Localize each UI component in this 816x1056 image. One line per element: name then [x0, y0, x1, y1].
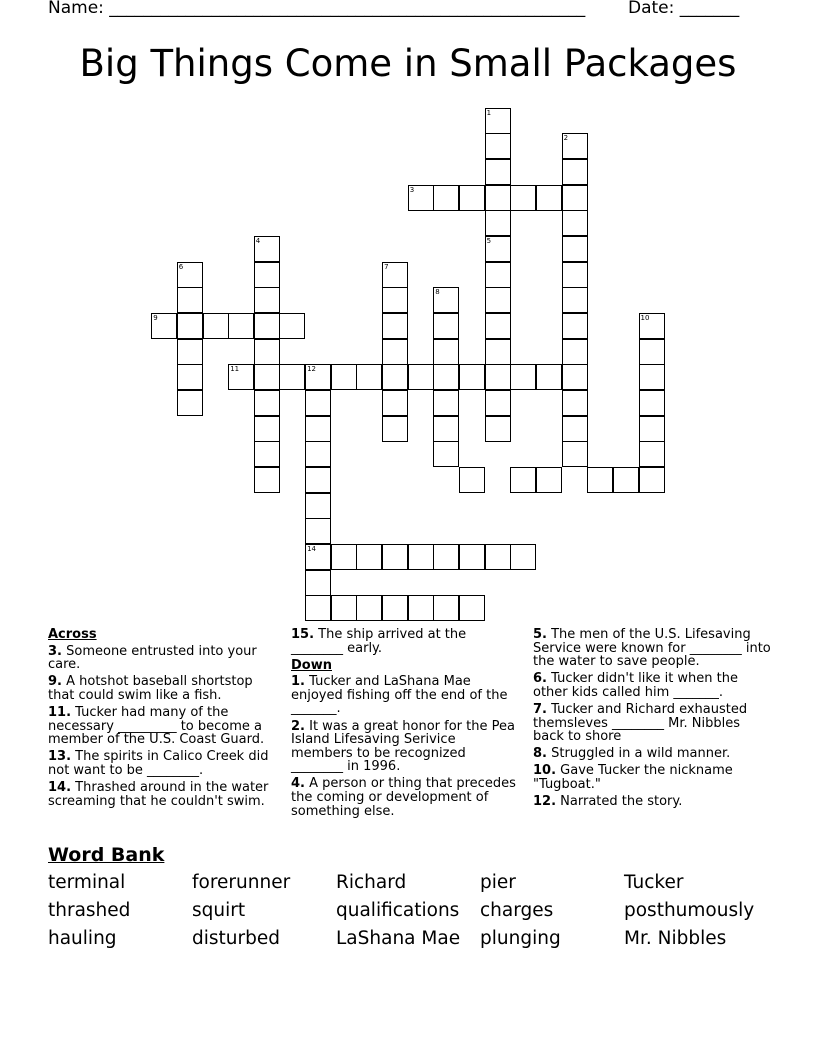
clue-across-11 [48, 706, 276, 747]
word-bank-item: LaShana Mae [336, 928, 461, 949]
crossword-cell[interactable] [408, 595, 434, 621]
crossword-cell[interactable] [510, 185, 536, 211]
word-bank-item: Richard [336, 872, 407, 893]
crossword-cell[interactable] [408, 185, 434, 211]
crossword-cell[interactable] [562, 416, 588, 442]
across-heading: Across [48, 627, 97, 642]
name-field-label: Name: ________________________________________________________ [48, 0, 586, 18]
clue-down-2 [291, 720, 519, 774]
crossword-cell[interactable] [408, 544, 434, 570]
clue-number-label: 4 [255, 237, 261, 245]
clues-column-3 [533, 628, 773, 812]
crossword-cell[interactable] [485, 185, 511, 211]
crossword-cell[interactable] [305, 518, 331, 544]
clue-down-1 [291, 675, 519, 716]
word-bank-item: disturbed [192, 928, 280, 949]
crossword-cell[interactable] [485, 544, 511, 570]
crossword-cell[interactable] [639, 339, 665, 365]
clue-down-10 [533, 764, 773, 791]
clue-number: 8. [533, 746, 547, 762]
crossword-cell[interactable] [459, 544, 485, 570]
crossword-cell[interactable] [562, 185, 588, 211]
crossword-cell[interactable] [177, 313, 203, 339]
date-field-label: Date: _______ [628, 0, 740, 18]
clue-across-14 [48, 781, 276, 808]
word-bank-item: pier [480, 872, 516, 893]
crossword-cell[interactable] [639, 313, 665, 339]
crossword-cell[interactable] [254, 441, 280, 467]
clue-number-label: 5 [486, 237, 492, 245]
clue-text: Narrated the story. [556, 794, 683, 810]
clue-across-15 [291, 628, 519, 655]
clue-text: Gave Tucker the nickname "Tugboat." [533, 763, 733, 792]
crossword-cell[interactable] [177, 262, 203, 288]
crossword-cell[interactable] [485, 416, 511, 442]
crossword-cell[interactable] [331, 595, 357, 621]
crossword-cell[interactable] [382, 416, 408, 442]
crossword-cell[interactable] [562, 287, 588, 313]
crossword-cell[interactable] [203, 313, 229, 339]
crossword-cell[interactable] [305, 493, 331, 519]
crossword-cell[interactable] [485, 236, 511, 262]
clue-down-4 [291, 777, 519, 818]
crossword-cell[interactable] [254, 416, 280, 442]
crossword-cell[interactable] [562, 364, 588, 390]
crossword-cell[interactable] [433, 185, 459, 211]
clue-across-13 [48, 750, 276, 777]
crossword-cell[interactable] [177, 390, 203, 416]
crossword-cell[interactable] [459, 595, 485, 621]
crossword-cell[interactable] [254, 262, 280, 288]
crossword-cell[interactable] [433, 390, 459, 416]
clue-number: 15. [291, 627, 315, 642]
clue-number-label: 7 [384, 262, 389, 271]
crossword-cell[interactable] [459, 467, 485, 493]
crossword-cell[interactable] [305, 467, 331, 493]
crossword-cell[interactable] [305, 441, 331, 467]
clue-number: 6. [533, 671, 547, 687]
clue-number: 9. [48, 674, 62, 690]
clue-number: 12. [533, 794, 557, 810]
clue-across-9 [48, 675, 276, 702]
crossword-cell[interactable] [254, 364, 280, 390]
clue-text: Tucker and LaShana Mae enjoyed fishing off the end of the _______. [291, 674, 508, 717]
clue-number: 4. [291, 776, 305, 792]
clue-number-label: 9 [153, 314, 158, 322]
crossword-cell[interactable] [485, 287, 511, 313]
crossword-cell[interactable] [331, 544, 357, 570]
crossword-cell[interactable] [562, 339, 588, 365]
clue-number-label: 1 [486, 108, 492, 117]
crossword-cell[interactable] [356, 595, 382, 621]
crossword-cell[interactable] [562, 262, 588, 288]
clue-number: 3. [48, 643, 62, 659]
crossword-cell[interactable] [639, 416, 665, 442]
crossword-cell[interactable] [485, 313, 511, 339]
crossword-cell[interactable] [485, 108, 511, 134]
crossword-cell[interactable] [305, 416, 331, 442]
crossword-cell[interactable] [562, 210, 588, 236]
crossword-cell[interactable] [305, 570, 331, 596]
clues-column-1 [48, 628, 276, 812]
crossword-cell[interactable] [639, 467, 665, 493]
word-bank-item: qualifications [336, 900, 460, 921]
crossword-cell[interactable] [562, 313, 588, 339]
crossword-cell[interactable] [639, 390, 665, 416]
clue-number-label: 2 [563, 134, 569, 143]
crossword-cell[interactable] [382, 595, 408, 621]
clue-down-6 [533, 672, 773, 699]
clue-text: Tucker had many of the necessary _________ to become a member of the U.S. Coast Guard. [48, 704, 265, 748]
clue-number: 2. [291, 718, 305, 734]
crossword-cell[interactable] [305, 364, 331, 390]
clue-number: 5. [533, 627, 547, 642]
word-bank-item: Mr. Nibbles [624, 928, 727, 949]
crossword-cell[interactable] [536, 185, 562, 211]
clue-number-label: 12 [307, 365, 317, 374]
crossword-cell[interactable] [485, 364, 511, 390]
crossword-cell[interactable] [510, 364, 536, 390]
crossword-cell[interactable] [151, 313, 177, 339]
crossword-cell[interactable] [536, 364, 562, 390]
crossword-cell[interactable] [254, 236, 280, 262]
crossword-cell[interactable] [562, 133, 588, 159]
crossword-cell[interactable] [177, 287, 203, 313]
clue-number: 7. [533, 701, 547, 717]
word-bank-item: hauling [48, 928, 117, 949]
crossword-cell[interactable] [382, 313, 408, 339]
crossword-cell[interactable] [254, 313, 280, 339]
clue-text: Someone entrusted into your care. [48, 643, 257, 673]
crossword-cell[interactable] [562, 236, 588, 262]
crossword-cell[interactable] [613, 467, 639, 493]
crossword-cell[interactable] [382, 287, 408, 313]
word-bank-item: thrashed [48, 900, 131, 921]
crossword-cell[interactable] [639, 441, 665, 467]
clue-text: The ship arrived at the ________ early. [291, 627, 467, 656]
word-bank [48, 872, 768, 949]
crossword-cell[interactable] [382, 339, 408, 365]
crossword-cell[interactable] [254, 287, 280, 313]
crossword-cell[interactable] [587, 467, 613, 493]
crossword-cell[interactable] [254, 467, 280, 493]
crossword-cell[interactable] [433, 313, 459, 339]
clue-down-12 [533, 795, 773, 809]
crossword-cell[interactable] [177, 364, 203, 390]
word-bank-item: Tucker [624, 872, 684, 893]
crossword-cell[interactable] [485, 159, 511, 185]
clue-number-label: 3 [409, 185, 415, 194]
crossword-cell[interactable] [254, 339, 280, 365]
clue-text: Tucker and Richard exhausted themsleves ________ Mr. Nibbles back to shore [533, 701, 748, 745]
crossword-cell[interactable] [382, 262, 408, 288]
clue-down-5 [533, 628, 773, 669]
crossword-cell[interactable] [459, 364, 485, 390]
crossword-cell[interactable] [562, 441, 588, 467]
crossword-cell[interactable] [639, 364, 665, 390]
clue-number-label: 11 [230, 365, 240, 374]
word-bank-item: terminal [48, 872, 126, 893]
word-bank-item: charges [480, 900, 554, 921]
crossword-cell[interactable] [485, 339, 511, 365]
clue-text: Struggled in a wild manner. [546, 746, 731, 762]
clue-across-3 [48, 645, 276, 672]
crossword-cell[interactable] [228, 364, 254, 390]
clue-number-label: 6 [178, 262, 184, 271]
crossword-cell[interactable] [485, 210, 511, 236]
clue-text: The men of the U.S. Lifesaving Service were known for ________ into the water to save people. [533, 627, 771, 670]
crossword-cell[interactable] [433, 364, 459, 390]
crossword-cell[interactable] [331, 364, 357, 390]
crossword-cell[interactable] [228, 313, 254, 339]
crossword-cell[interactable] [510, 544, 536, 570]
crossword-cell[interactable] [305, 595, 331, 621]
crossword-cell[interactable] [433, 441, 459, 467]
crossword-cell[interactable] [433, 544, 459, 570]
crossword-cell[interactable] [382, 544, 408, 570]
crossword-cell[interactable] [433, 287, 459, 313]
clue-number: 13. [48, 749, 72, 765]
crossword-cell[interactable] [485, 133, 511, 159]
clue-text: A person or thing that precedes the coming or development of something else. [291, 776, 516, 819]
crossword-cell[interactable] [433, 339, 459, 365]
crossword-cell[interactable] [408, 364, 434, 390]
crossword-cell[interactable] [562, 390, 588, 416]
crossword-cell[interactable] [562, 159, 588, 185]
crossword-cell[interactable] [510, 467, 536, 493]
word-bank-item: plunging [480, 928, 561, 949]
clue-number-label: 8 [435, 288, 440, 297]
crossword-cell[interactable] [459, 185, 485, 211]
clue-text: It was a great honor for the Pea Island Lifesaving Serivice members to be recognized ________ in 1996. [291, 718, 515, 775]
crossword-cell[interactable] [177, 339, 203, 365]
page-title: Big Things Come in Small Packages [79, 42, 737, 85]
clue-number: 10. [533, 763, 557, 779]
crossword-cell[interactable] [254, 390, 280, 416]
crossword-cell[interactable] [305, 390, 331, 416]
clue-number-label: 10 [640, 314, 650, 322]
crossword-cell[interactable] [382, 364, 408, 390]
clue-text: A hotshot baseball shortstop that could swim like a fish. [48, 674, 253, 703]
crossword-cell[interactable] [433, 416, 459, 442]
crossword-cell[interactable] [305, 544, 331, 570]
clue-text: Thrashed around in the water screaming that he couldn't swim. [48, 779, 269, 809]
word-bank-item: squirt [192, 900, 246, 921]
crossword-cell[interactable] [279, 364, 305, 390]
clue-number: 14. [48, 779, 72, 795]
crossword-cell[interactable] [382, 390, 408, 416]
crossword-cell[interactable] [279, 313, 305, 339]
crossword-cell[interactable] [485, 390, 511, 416]
clue-down-8 [533, 747, 773, 761]
word-bank-item: posthumously [624, 900, 755, 921]
clues-column-2 [291, 628, 519, 822]
clue-down-7 [533, 703, 773, 744]
crossword-cell[interactable] [536, 467, 562, 493]
word-bank-title: Word Bank [48, 844, 165, 866]
clue-text: The spirits in Calico Creek did not want to be ________. [48, 749, 269, 778]
down-heading: Down [291, 657, 332, 673]
clue-number: 11. [48, 704, 72, 720]
clue-text: Tucker didn't like it when the other kids called him _______. [533, 671, 739, 700]
clue-number: 1. [291, 674, 305, 690]
crossword-cell[interactable] [356, 364, 382, 390]
clue-number-label: 14 [307, 544, 317, 553]
crossword-cell[interactable] [433, 595, 459, 621]
word-bank-item: forerunner [192, 872, 291, 893]
crossword-cell[interactable] [485, 262, 511, 288]
crossword-cell[interactable] [356, 544, 382, 570]
